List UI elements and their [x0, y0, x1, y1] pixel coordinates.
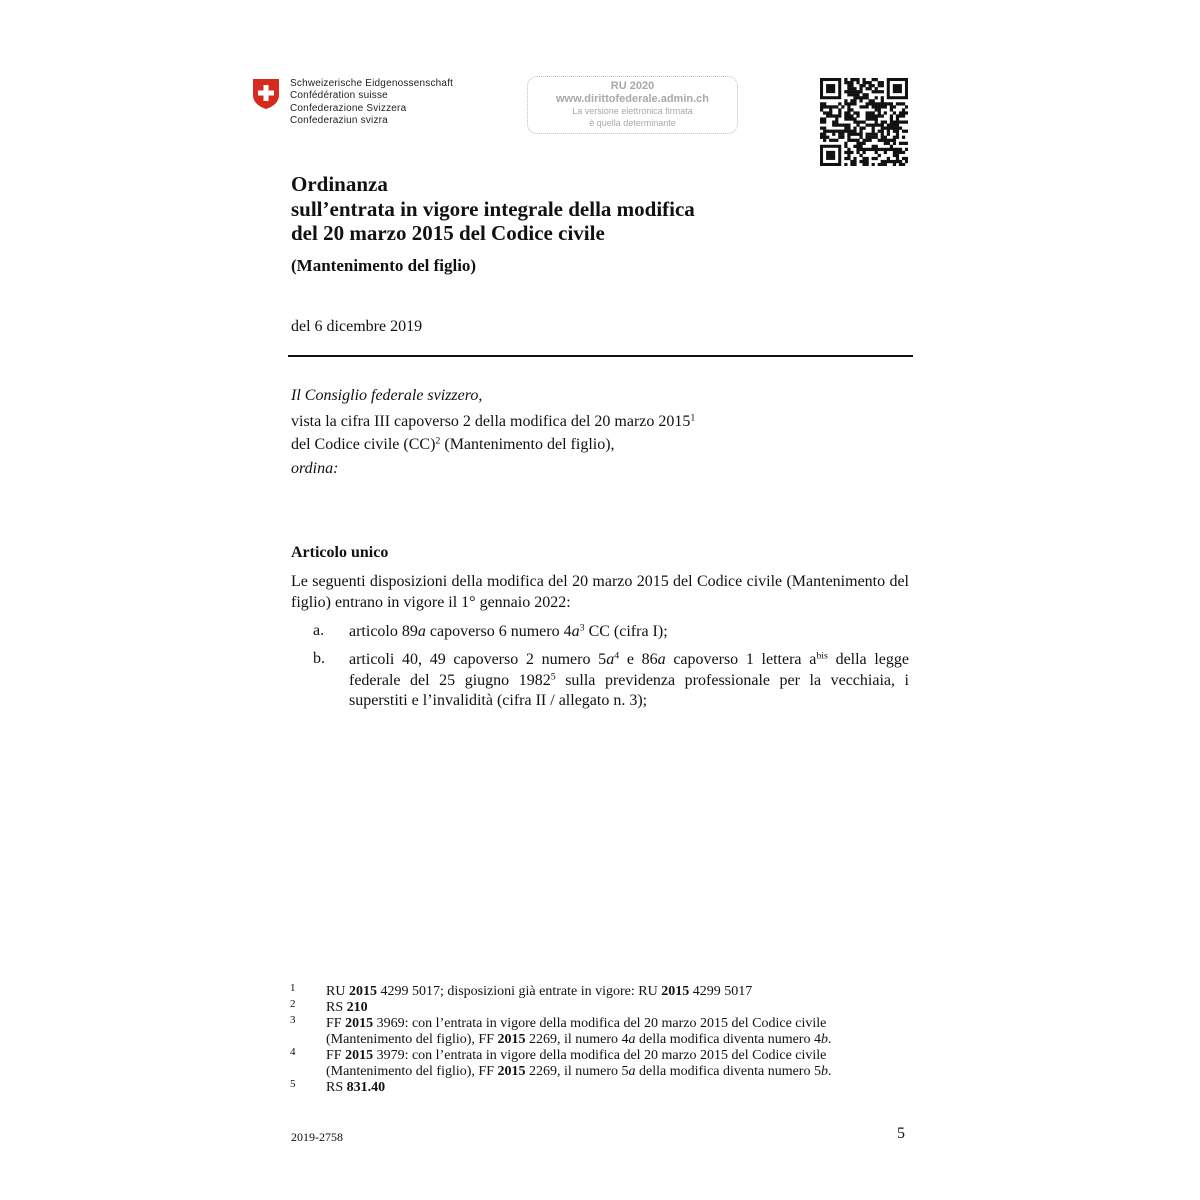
- fn4-e: 2015: [497, 1064, 526, 1079]
- document-title: [291, 172, 695, 246]
- item-a-text-2: capoverso 6 numero 4: [425, 623, 572, 640]
- fn1-c: 4299 5017; disposizioni già entrate in vigore: RU: [376, 984, 662, 999]
- footnote-2: [326, 1000, 368, 1016]
- qr-code-icon: [820, 78, 908, 166]
- preamble-authority: Il Consiglio federale svizzero,: [291, 387, 483, 404]
- preamble-line-2: [291, 436, 615, 454]
- fn1-e: 4299 5017: [689, 984, 753, 999]
- fn1-d: 2015: [661, 984, 690, 999]
- article-heading: Articolo unico: [291, 544, 389, 561]
- item-a-text-3: CC (cifra I);: [584, 623, 668, 640]
- fn3-g: a: [628, 1032, 636, 1047]
- preamble-line-1: [291, 413, 695, 431]
- official-publication-stamp: [527, 76, 738, 134]
- fn3-d: (Mantenimento del figlio), FF: [326, 1032, 498, 1047]
- item-a-letter-2: a: [571, 623, 580, 640]
- fn2-a: RS: [326, 1000, 347, 1015]
- fn3-j: .: [827, 1032, 832, 1047]
- fn4-i: b: [820, 1064, 828, 1079]
- stamp-note-2: è quella determinante: [589, 118, 676, 128]
- fn3-e: 2015: [497, 1032, 526, 1047]
- item-b-text-2: e 86: [619, 651, 658, 668]
- item-b-text-5: sulla previdenza professionale per la vecchiaia, i superstiti e l’invalidità (cifra II / allegato n. 3);: [349, 671, 909, 709]
- item-b-letter-1: a: [606, 651, 615, 668]
- article-intro: Le seguenti disposizioni della modifica del 20 marzo 2015 del Codice civile (Mantenimento del figlio) entrano in vigore il 1° gennaio 2022:: [291, 573, 909, 611]
- footnote-4: [326, 1048, 831, 1080]
- list-marker-a: a.: [313, 622, 325, 639]
- preamble-text-2a: del Codice civile (CC): [291, 436, 436, 453]
- fn4-g: a: [628, 1064, 636, 1079]
- fn1-a: RU: [326, 984, 349, 999]
- fn5-a: RS: [326, 1080, 347, 1095]
- fn4-a: FF: [326, 1048, 346, 1063]
- fn4-f: 2269, il numero 5: [525, 1064, 629, 1079]
- fn3-h: della modifica diventa numero 4: [635, 1032, 821, 1047]
- footnote-number-3: 3: [290, 1014, 296, 1026]
- item-a-letter-1: a: [417, 623, 426, 640]
- fn3-b: 2015: [345, 1016, 374, 1031]
- document-subtitle: (Mantenimento del figlio): [291, 256, 477, 275]
- title-line-1: Ordinanza: [291, 172, 388, 196]
- fn1-b: 2015: [348, 984, 377, 999]
- item-b-text-1: articoli 40, 49 capoverso 2 numero 5: [349, 651, 607, 668]
- footnote-5: [326, 1080, 385, 1096]
- footnote-ref-3[interactable]: 3: [579, 622, 585, 634]
- title-line-3: del 20 marzo 2015 del Codice civile: [291, 221, 605, 245]
- item-b-bis: bis: [816, 650, 828, 662]
- footnote-3: [326, 1016, 831, 1048]
- list-item-a: [349, 622, 909, 643]
- footnote-1: [326, 984, 752, 1000]
- item-b-letter-2: a: [657, 651, 666, 668]
- preamble-text-1: vista la cifra III capoverso 2 della modifica del 20 marzo 2015: [291, 413, 691, 430]
- fn4-c: 3979: con l’entrata in vigore della modifica del 20 marzo 2015 del Codice civile: [373, 1048, 827, 1063]
- footnote-number-5: 5: [290, 1078, 296, 1090]
- fn4-b: 2015: [345, 1048, 374, 1063]
- fn3-a: FF: [326, 1016, 346, 1031]
- fn3-f: 2269, il numero 4: [525, 1032, 629, 1047]
- footnote-ref-4[interactable]: 4: [614, 650, 620, 662]
- footnote-ref-1[interactable]: 1: [690, 412, 696, 424]
- confederation-name-it: Confederazione Svizzera: [290, 102, 407, 114]
- confederation-name-de: Schweizerische Eidgenossenschaft: [290, 78, 454, 89]
- confederation-names: [290, 78, 453, 128]
- page-number: 5: [897, 1125, 905, 1142]
- confederation-name-rm: Confederaziun svizra: [290, 115, 388, 127]
- footnote-ref-2[interactable]: 2: [435, 435, 441, 447]
- confederation-name-fr: Confédération suisse: [290, 90, 388, 102]
- document-date: del 6 dicembre 2019: [291, 318, 423, 335]
- title-divider: [288, 355, 913, 357]
- fn4-j: .: [827, 1064, 832, 1079]
- item-b-text-3: capoverso 1 lettera a: [665, 651, 817, 668]
- footnote-number-1: 1: [290, 982, 296, 994]
- fn3-c: 3969: con l’entrata in vigore della modifica del 20 marzo 2015 del Codice civile: [373, 1016, 827, 1031]
- document-number: 2019-2758: [291, 1130, 343, 1144]
- item-a-text-1: articolo 89: [349, 623, 418, 640]
- footnote-number-2: 2: [290, 998, 296, 1010]
- swiss-coat-of-arms-logo: [252, 78, 280, 110]
- preamble-order: ordina:: [291, 460, 339, 477]
- list-marker-b: b.: [313, 650, 325, 667]
- fn4-h: della modifica diventa numero 5: [635, 1064, 821, 1079]
- stamp-note-1: La versione elettronica firmata: [572, 106, 693, 116]
- stamp-website: www.dirittofederale.admin.ch: [555, 93, 709, 105]
- footnote-number-4: 4: [290, 1046, 296, 1058]
- stamp-collection: RU 2020: [610, 80, 655, 92]
- title-line-2: sull’entrata in vigore integrale della modifica: [291, 196, 695, 221]
- footnote-ref-5[interactable]: 5: [550, 671, 556, 683]
- fn3-i: b: [820, 1032, 828, 1047]
- item-b-text-4: della legge federale del 25 giugno 1982: [349, 651, 909, 689]
- fn4-d: (Mantenimento del figlio), FF: [326, 1064, 498, 1079]
- fn2-b: 210: [346, 1000, 368, 1015]
- preamble-text-2b: (Mantenimento del figlio),: [440, 436, 615, 453]
- list-item-b: [349, 650, 909, 712]
- fn5-b: 831.40: [346, 1080, 386, 1095]
